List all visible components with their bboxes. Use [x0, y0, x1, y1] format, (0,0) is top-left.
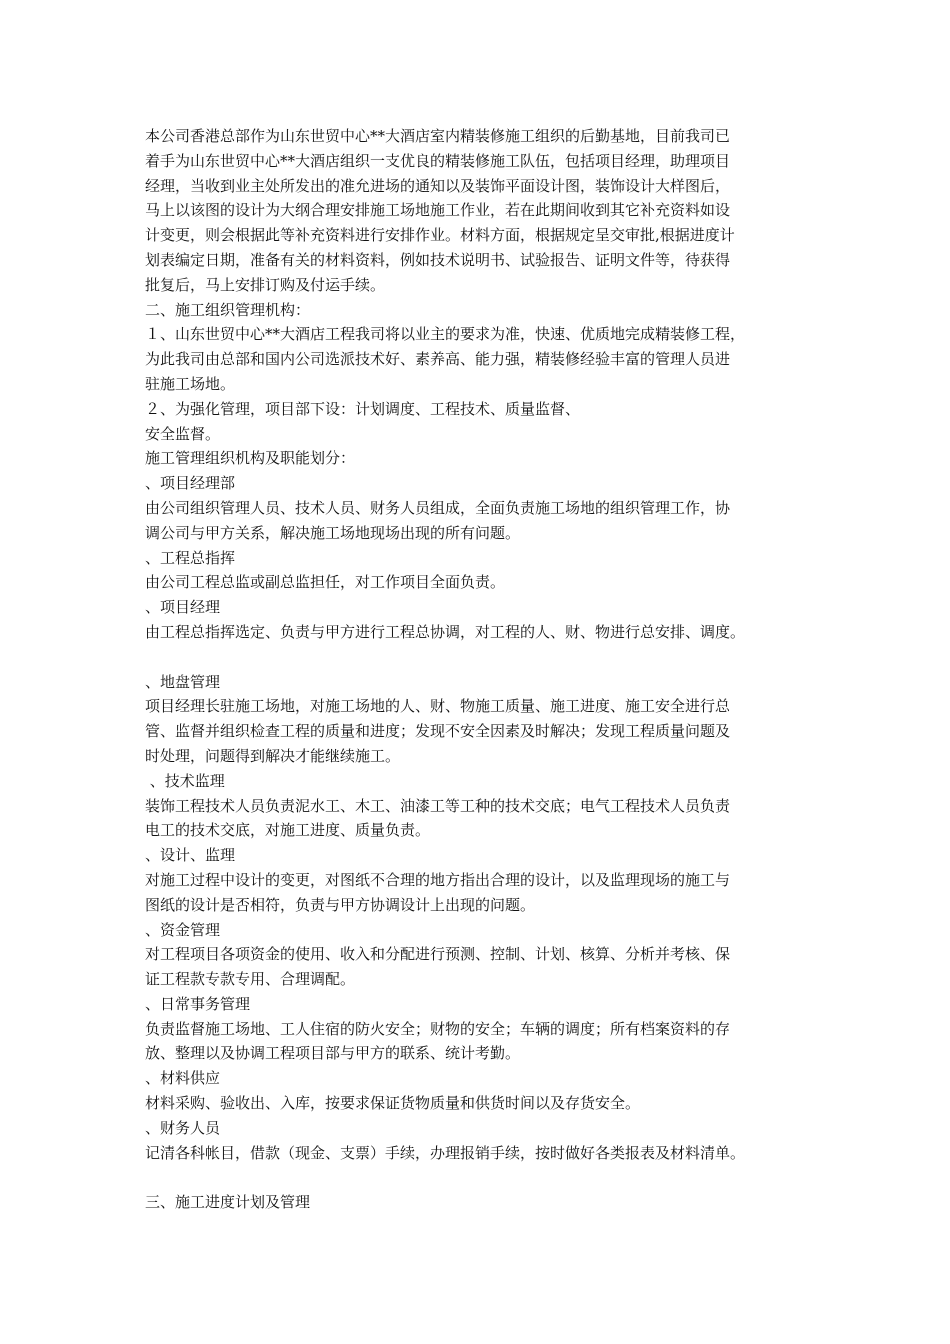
text-line: 为此我司由总部和国内公司选派技术好、素养高、能力强，精装修经验丰富的管理人员进: [145, 350, 731, 369]
document-body: [145, 124, 825, 1215]
item-heading: 、技术监理: [145, 771, 225, 790]
text-line: 管、监督并组织检查工程的质量和进度；发现不安全因素及时解决；发现工程质量问题及: [145, 722, 731, 741]
item-heading: 、设计、监理: [145, 846, 236, 865]
text-line: 证工程款专款专用、合理调配。: [145, 970, 356, 989]
text-line: 由工程总指挥选定、负责与甲方进行工程总协调，对工程的人、财、物进行总安排、调度。: [145, 622, 746, 641]
text-line: 驻施工场地。: [145, 374, 236, 393]
text-line: 由公司工程总监或副总监担任，对工作项目全面负责。: [145, 573, 506, 592]
text-line: 材料采购、验收出、入库，按要求保证货物质量和供货时间以及存货安全。: [145, 1094, 641, 1113]
text-line: 对施工过程中设计的变更，对图纸不合理的地方指出合理的设计，以及监理现场的施工与: [145, 870, 731, 889]
item-heading: 、资金管理: [145, 920, 221, 939]
text-line: 计变更，则会根据此等补充资料进行安排作业。材料方面，根据规定呈交审批,根据进度计: [145, 226, 735, 245]
text-line: ２、为强化管理，项目部下设：计划调度、工程技术、质量监督、: [145, 399, 581, 418]
text-line: 时处理，问题得到解决才能继续施工。: [145, 746, 401, 765]
item-heading: 、工程总指挥: [145, 548, 236, 567]
text-line: 负责监督施工场地、工人住宿的防火安全；财物的安全；车辆的调度；所有档案资料的存: [145, 1019, 731, 1038]
text-line: 电工的技术交底，对施工进度、质量负责。: [145, 821, 431, 840]
text-line: 本公司香港总部作为山东世贸中心**大酒店室内精装修施工组织的后勤基地，目前我司已: [145, 127, 731, 145]
text-line: 放、整理以及协调工程项目部与甲方的联系、统计考勤。: [145, 1044, 521, 1063]
subheading: 施工管理组织机构及职能划分：: [145, 449, 356, 468]
text-line: 马上以该图的设计为大纲合理安排施工场地施工作业，若在此期间收到其它补充资料如设: [145, 201, 731, 220]
text-line: 批复后，马上安排订购及付运手续。: [145, 275, 386, 294]
blank-line: [145, 645, 825, 670]
item-heading: 、日常事务管理: [145, 994, 251, 1013]
item-heading: 、地盘管理: [145, 672, 221, 691]
item-heading: 、项目经理: [145, 598, 221, 617]
text-line: 调公司与甲方关系，解决施工场地现场出现的所有问题。: [145, 523, 521, 542]
text-line: 由公司组织管理人员、技术人员、财务人员组成，全面负责施工场地的组织管理工作，协: [145, 498, 731, 517]
text-line: 图纸的设计是否相符，负责与甲方协调设计上出现的问题。: [145, 895, 536, 914]
text-line: 安全监督。: [145, 424, 221, 443]
text-line: 着手为山东世贸中心**大酒店组织一支优良的精装修施工队伍，包括项目经理，助理项目: [145, 151, 731, 170]
item-heading: 、材料供应: [145, 1069, 221, 1088]
text-line: １、山东世贸中心**大酒店工程我司将以业主的要求为准，快速、优质地完成精装修工程，: [145, 325, 746, 344]
blank-line: [145, 1165, 825, 1190]
text-line: 划表编定日期，准备有关的材料资料，例如技术说明书、试验报告、证明文件等，待获得: [145, 250, 731, 269]
text-line: 经理，当收到业主处所发出的准允进场的通知以及装饰平面设计图，装饰设计大样图后，: [145, 176, 731, 195]
section-heading: 三、施工进度计划及管理: [145, 1193, 311, 1212]
text-line: 记清各科帐目，借款（现金、支票）手续，办理报销手续，按时做好各类报表及材料清单。: [145, 1143, 746, 1162]
text-line: 对工程项目各项资金的使用、收入和分配进行预测、控制、计划、核算、分析并考核、保: [145, 945, 731, 964]
text-line: 项目经理长驻施工场地，对施工场地的人、财、物施工质量、施工进度、施工安全进行总: [145, 697, 731, 716]
text-line: 装饰工程技术人员负责泥水工、木工、油漆工等工种的技术交底；电气工程技术人员负责: [145, 796, 731, 815]
item-heading: 、财务人员: [145, 1118, 221, 1137]
item-heading: 、项目经理部: [145, 474, 236, 493]
section-heading: 二、施工组织管理机构：: [145, 300, 311, 319]
